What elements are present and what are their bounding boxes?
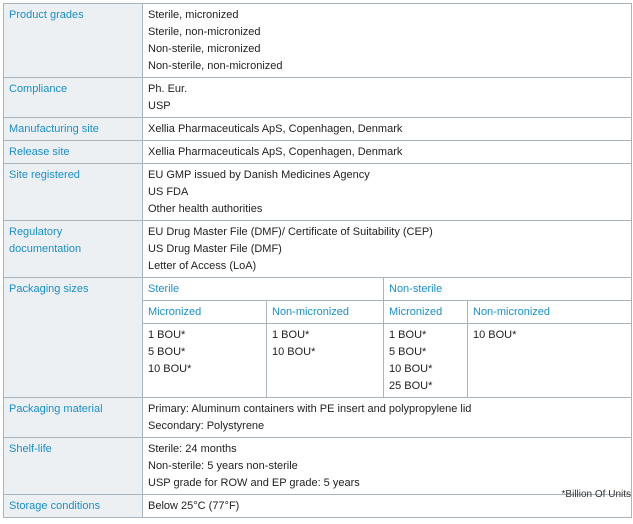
value-line: Non-sterile, non-micronized (148, 60, 283, 72)
row-packaging-material (4, 398, 632, 438)
sizes-non-sterile-micronized (384, 324, 468, 398)
row-shelf-life (4, 438, 632, 495)
row-compliance (4, 78, 632, 118)
size-item: 5 BOU* (148, 346, 186, 358)
value-line: Letter of Access (LoA) (148, 260, 257, 272)
subheader-non-sterile-non-micronized: Non-micronized (468, 301, 632, 324)
value-compliance (143, 78, 632, 118)
value-line: US FDA (148, 186, 189, 198)
value-line: EU Drug Master File (DMF)/ Certificate of Suitability (CEP) (148, 226, 433, 238)
label-regulatory-documentation (4, 221, 143, 278)
label-packaging-sizes: Packaging sizes (4, 278, 143, 398)
row-manufacturing-site (4, 118, 632, 141)
label-line: Regulatory (9, 226, 63, 238)
group-non-sterile: Non-sterile (384, 278, 632, 301)
value-line: Xellia Pharmaceuticals ApS, Copenhagen, Denmark (148, 146, 403, 158)
value-shelf-life (143, 438, 632, 495)
size-item: 1 BOU* (148, 329, 186, 341)
value-manufacturing-site (143, 118, 632, 141)
value-line: Other health authorities (148, 203, 263, 215)
value-line: Ph. Eur. (148, 83, 188, 95)
subheader-sterile-micronized: Micronized (143, 301, 267, 324)
value-product-grades (143, 4, 632, 78)
row-regulatory-documentation (4, 221, 632, 278)
label-site-registered: Site registered (4, 164, 143, 221)
product-specification-table (3, 3, 632, 518)
label-line: documentation (9, 243, 82, 255)
value-line: EU GMP issued by Danish Medicines Agency (148, 169, 370, 181)
row-packaging-sizes-groups (4, 278, 632, 301)
label-storage-conditions: Storage conditions (4, 495, 143, 518)
size-item: 10 BOU* (272, 346, 316, 358)
value-storage-conditions (143, 495, 632, 518)
value-line: Secondary: Polystyrene (148, 420, 265, 432)
value-line: USP (148, 100, 171, 112)
size-item: 10 BOU* (473, 329, 517, 341)
value-line: Below 25°C (77°F) (148, 500, 240, 512)
value-regulatory-documentation (143, 221, 632, 278)
size-item: 10 BOU* (389, 363, 433, 375)
size-item: 1 BOU* (389, 329, 427, 341)
footnote: *Billion Of Units (561, 489, 631, 500)
value-line: US Drug Master File (DMF) (148, 243, 282, 255)
label-manufacturing-site: Manufacturing site (4, 118, 143, 141)
size-item: 10 BOU* (148, 363, 192, 375)
value-line: Non-sterile: 5 years non-sterile (148, 460, 298, 472)
value-line: Non-sterile, micronized (148, 43, 261, 55)
sizes-non-sterile-non-micronized (468, 324, 632, 398)
value-line: Sterile, non-micronized (148, 26, 261, 38)
value-release-site (143, 141, 632, 164)
value-line: Primary: Aluminum containers with PE insert and polypropylene lid (148, 403, 472, 415)
row-product-grades (4, 4, 632, 78)
row-release-site (4, 141, 632, 164)
size-item: 1 BOU* (272, 329, 310, 341)
value-line: Sterile, micronized (148, 9, 239, 21)
subheader-non-sterile-micronized: Micronized (384, 301, 468, 324)
subheader-sterile-non-micronized: Non-micronized (267, 301, 384, 324)
value-site-registered (143, 164, 632, 221)
size-item: 25 BOU* (389, 380, 433, 392)
value-line: USP grade for ROW and EP grade: 5 years (148, 477, 360, 489)
sizes-sterile-micronized (143, 324, 267, 398)
value-line: Xellia Pharmaceuticals ApS, Copenhagen, Denmark (148, 123, 403, 135)
label-release-site: Release site (4, 141, 143, 164)
row-site-registered (4, 164, 632, 221)
value-packaging-material (143, 398, 632, 438)
label-packaging-material: Packaging material (4, 398, 143, 438)
value-line: Sterile: 24 months (148, 443, 237, 455)
row-storage-conditions (4, 495, 632, 518)
label-product-grades: Product grades (4, 4, 143, 78)
label-shelf-life: Shelf-life (4, 438, 143, 495)
size-item: 5 BOU* (389, 346, 427, 358)
sizes-sterile-non-micronized (267, 324, 384, 398)
label-compliance: Compliance (4, 78, 143, 118)
group-sterile: Sterile (143, 278, 384, 301)
